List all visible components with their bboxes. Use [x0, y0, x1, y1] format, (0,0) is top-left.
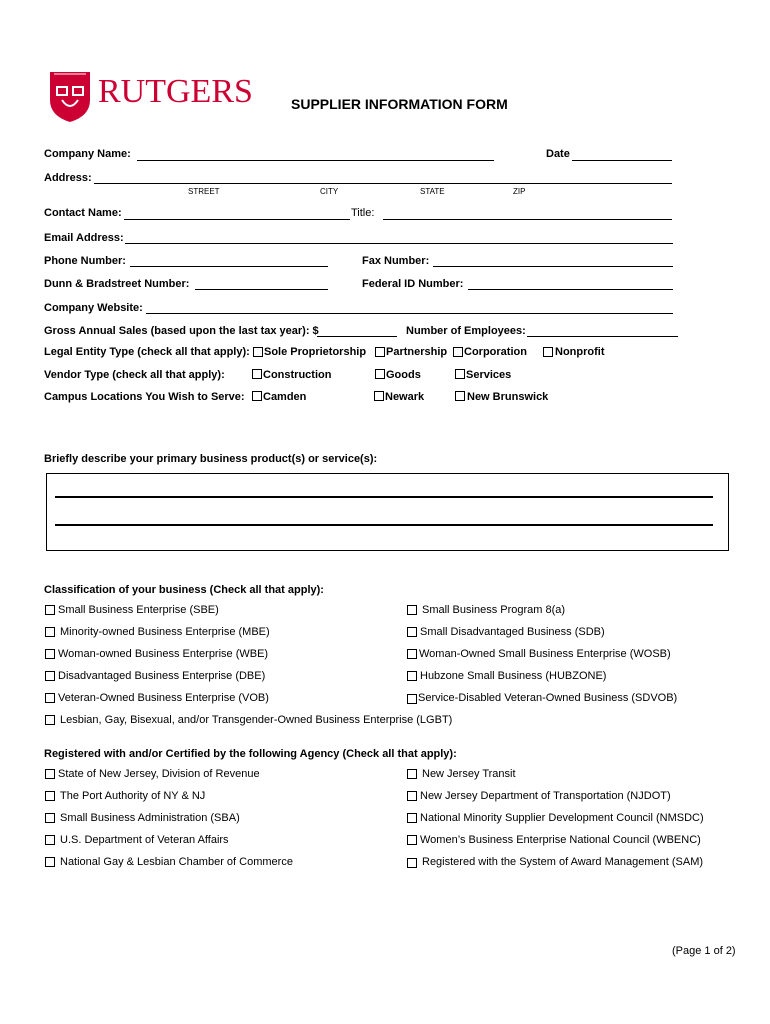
option-vob: Veteran-Owned Business Enterprise (VOB) [58, 692, 269, 704]
option-wosb: Woman-Owned Small Business Enterprise (WOSB) [419, 648, 671, 660]
address-state-caption: STATE [420, 187, 445, 196]
checkbox-wbe[interactable] [45, 649, 55, 659]
option-wbe: Woman-owned Business Enterprise (WBE) [58, 648, 269, 660]
option-sam: Registered with the System of Award Management (SAM) [422, 856, 704, 868]
checkbox-sdvob[interactable] [407, 694, 417, 704]
form-title: SUPPLIER INFORMATION FORM [291, 96, 508, 112]
title-field[interactable] [383, 219, 672, 220]
option-sba: Small Business Administration (SBA) [60, 812, 240, 824]
federal-id-field[interactable] [468, 289, 673, 290]
contact-name-label: Contact Name: [44, 207, 122, 219]
checkbox-nglcc[interactable] [45, 857, 55, 867]
checkbox-nonprofit[interactable] [543, 347, 553, 357]
checkbox-mbe[interactable] [45, 627, 55, 637]
checkbox-sam[interactable] [407, 858, 417, 868]
address-city-caption: CITY [320, 187, 339, 196]
address-zip-caption: ZIP [513, 187, 526, 196]
option-newark: Newark [385, 391, 425, 403]
contact-name-field[interactable] [124, 219, 350, 220]
date-field[interactable] [572, 160, 672, 161]
checkbox-vob[interactable] [45, 693, 55, 703]
fax-label: Fax Number: [362, 255, 430, 267]
option-sdb: Small Disadvantaged Business (SDB) [420, 626, 605, 638]
address-label: Address: [44, 172, 92, 184]
title-label: Title: [351, 207, 375, 219]
option-construction: Construction [263, 369, 332, 381]
phone-field[interactable] [130, 266, 328, 267]
logo-wordmark: RUTGERS [98, 73, 253, 110]
legal-entity-label: Legal Entity Type (check all that apply): [44, 346, 250, 358]
checkbox-goods[interactable] [375, 369, 385, 379]
option-hubzone: Hubzone Small Business (HUBZONE) [420, 670, 607, 682]
checkbox-wbenc[interactable] [407, 835, 417, 845]
checkbox-sbe[interactable] [45, 605, 55, 615]
checkbox-lgbt[interactable] [45, 715, 55, 725]
vendor-type-label: Vendor Type (check all that apply): [44, 369, 225, 381]
date-label: Date [546, 148, 570, 160]
website-field[interactable] [146, 313, 673, 314]
option-nj-revenue: State of New Jersey, Division of Revenue [58, 768, 260, 780]
checkbox-nj-revenue[interactable] [45, 769, 55, 779]
email-label: Email Address: [44, 232, 124, 244]
option-8a: Small Business Program 8(a) [422, 604, 566, 616]
employees-field[interactable] [527, 336, 678, 337]
option-nmsdc: National Minority Supplier Development Council (NMSDC) [420, 812, 704, 824]
company-name-label: Company Name: [44, 148, 131, 160]
description-box[interactable] [46, 473, 729, 551]
option-veteran-affairs: U.S. Department of Veteran Affairs [60, 834, 229, 846]
option-new-brunswick: New Brunswick [467, 391, 549, 403]
description-label: Briefly describe your primary business product(s) or service(s): [44, 453, 378, 465]
employees-label: Number of Employees: [406, 325, 526, 337]
checkbox-partnership[interactable] [375, 347, 385, 357]
checkbox-new-brunswick[interactable] [455, 391, 465, 401]
checkbox-hubzone[interactable] [407, 671, 417, 681]
option-partnership: Partnership [386, 346, 448, 358]
option-nonprofit: Nonprofit [555, 346, 605, 358]
fax-field[interactable] [433, 266, 673, 267]
rutgers-shield-logo [48, 70, 92, 124]
option-sole-proprietorship: Sole Proprietorship [264, 346, 367, 358]
checkbox-camden[interactable] [252, 391, 262, 401]
email-field[interactable] [125, 243, 673, 244]
website-label: Company Website: [44, 302, 143, 314]
checkbox-construction[interactable] [252, 369, 262, 379]
company-name-field[interactable] [137, 160, 494, 161]
option-port-authority: The Port Authority of NY & NJ [60, 790, 206, 802]
option-lgbt: Lesbian, Gay, Bisexual, and/or Transgender-Owned Business Enterprise (LGBT) [60, 714, 453, 726]
checkbox-8a[interactable] [407, 605, 417, 615]
checkbox-wosb[interactable] [407, 649, 417, 659]
campus-label: Campus Locations You Wish to Serve: [44, 391, 245, 403]
phone-label: Phone Number: [44, 255, 126, 267]
description-line-2 [55, 524, 713, 526]
option-sbe: Small Business Enterprise (SBE) [58, 604, 219, 616]
federal-id-label: Federal ID Number: [362, 278, 464, 290]
checkbox-newark[interactable] [374, 391, 384, 401]
option-mbe: Minority-owned Business Enterprise (MBE) [60, 626, 270, 638]
checkbox-dbe[interactable] [45, 671, 55, 681]
checkbox-nj-transit[interactable] [407, 769, 417, 779]
option-sdvob: Service-Disabled Veteran-Owned Business (SDVOB) [418, 692, 678, 704]
option-camden: Camden [263, 391, 307, 403]
duns-label: Dunn & Bradstreet Number: [44, 278, 190, 290]
checkbox-nmsdc[interactable] [407, 813, 417, 823]
option-nglcc: National Gay & Lesbian Chamber of Commerce [60, 856, 293, 868]
option-corporation: Corporation [464, 346, 527, 358]
agency-label: Registered with and/or Certified by the following Agency (Check all that apply): [44, 748, 457, 760]
option-dbe: Disadvantaged Business Enterprise (DBE) [58, 670, 266, 682]
option-services: Services [466, 369, 512, 381]
checkbox-sba[interactable] [45, 813, 55, 823]
checkbox-veteran-affairs[interactable] [45, 835, 55, 845]
option-wbenc: Women’s Business Enterprise National Council (WBENC) [420, 834, 701, 846]
checkbox-corporation[interactable] [453, 347, 463, 357]
duns-field[interactable] [195, 289, 328, 290]
checkbox-sdb[interactable] [407, 627, 417, 637]
gross-sales-label: Gross Annual Sales (based upon the last tax year): $ [44, 325, 319, 337]
description-line-1 [55, 496, 713, 498]
option-goods: Goods [386, 369, 421, 381]
classification-label: Classification of your business (Check all that apply): [44, 584, 324, 596]
checkbox-services[interactable] [455, 369, 465, 379]
page-number: (Page 1 of 2) [672, 945, 736, 957]
checkbox-port-authority[interactable] [45, 791, 55, 801]
checkbox-njdot[interactable] [407, 791, 417, 801]
gross-sales-field[interactable] [317, 336, 397, 337]
option-njdot: New Jersey Department of Transportation (NJDOT) [420, 790, 671, 802]
address-street-caption: STREET [188, 187, 220, 196]
checkbox-sole-proprietorship[interactable] [253, 347, 263, 357]
option-nj-transit: New Jersey Transit [422, 768, 516, 780]
address-field[interactable] [94, 183, 672, 184]
